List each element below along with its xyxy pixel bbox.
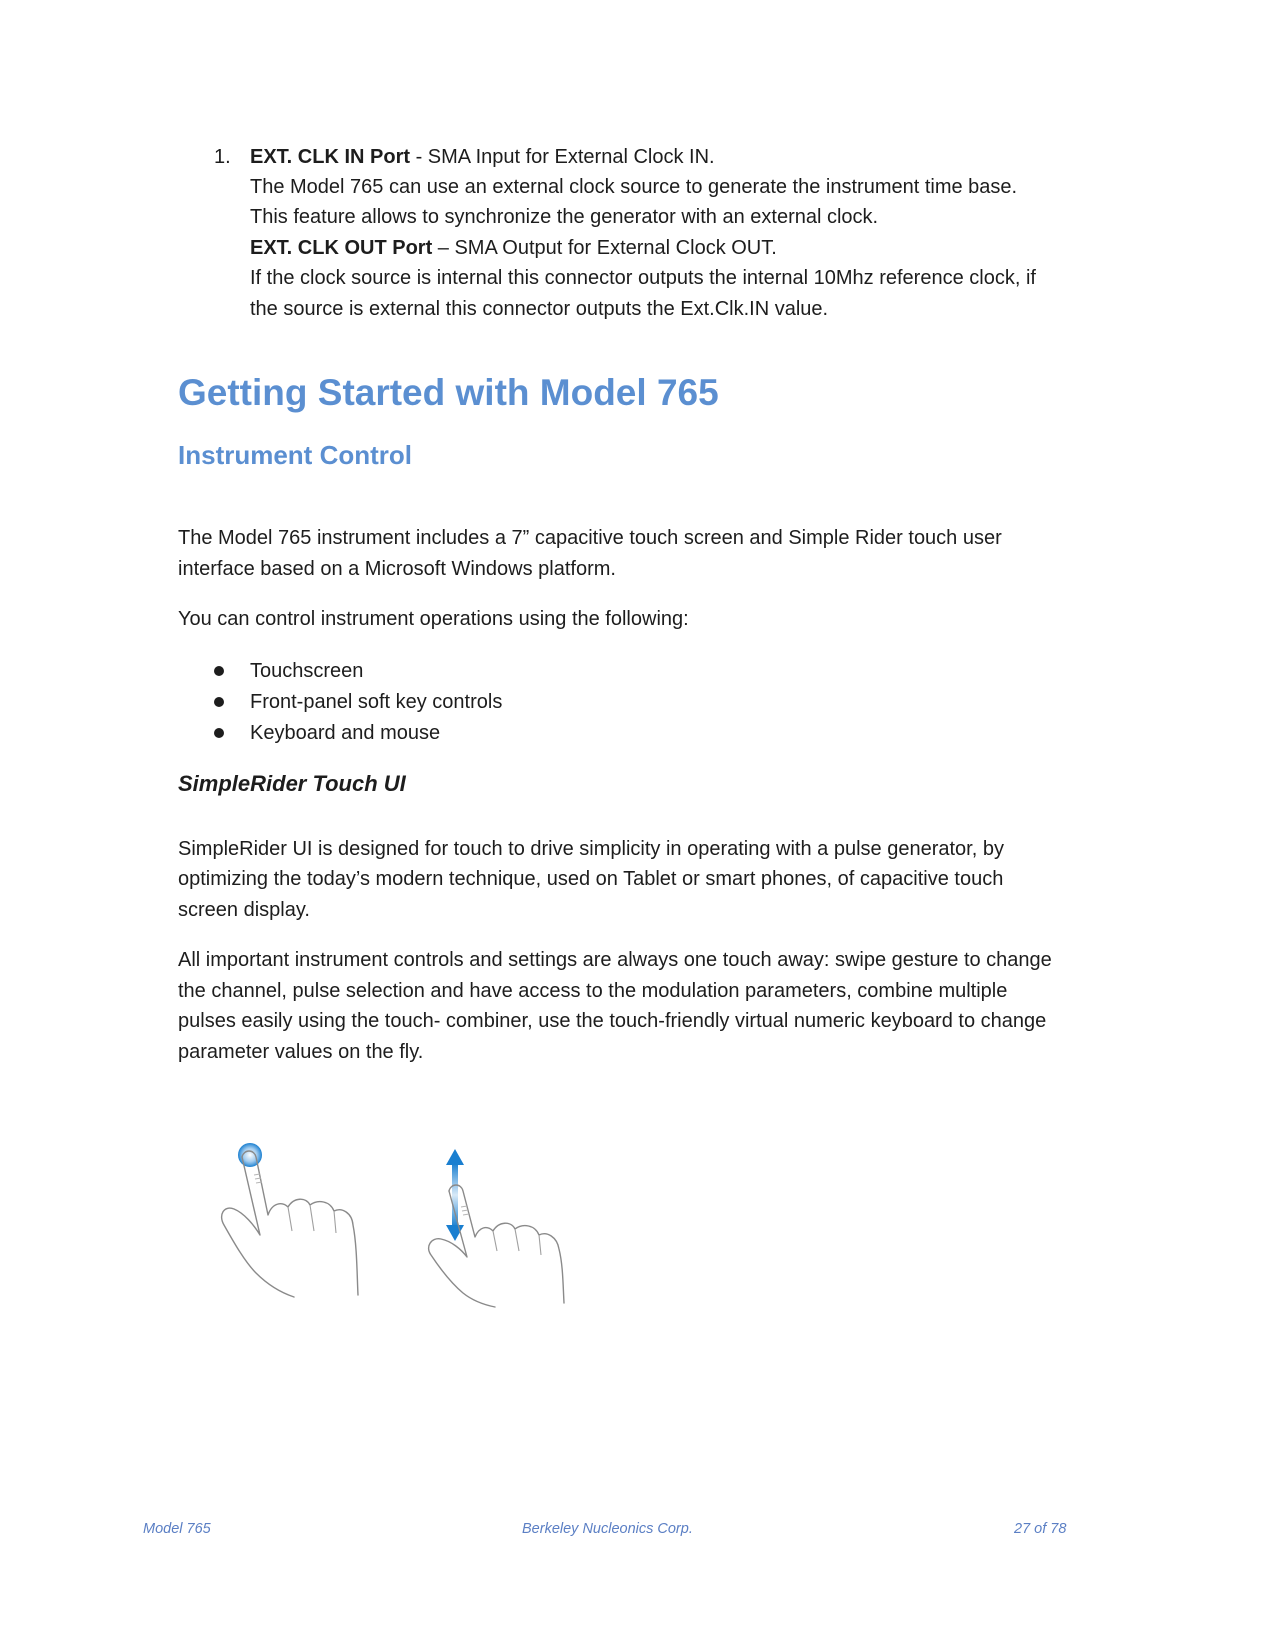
ext-clk-in-label: EXT. CLK IN Port [250,146,411,168]
page-title: Getting Started with Model 765 [178,372,719,413]
simplerider-line1: SimpleRider UI is designed for touch to drive simplicity in operating with a pulse generator, by [178,838,1004,860]
controls-line1: All important instrument controls and settings are always one touch away: swipe gesture to change [178,949,1052,971]
ext-clk-out-desc: – SMA Output for External Clock OUT. [432,237,777,259]
tap-gesture-icon [210,1135,370,1305]
swipe-gesture-icon [415,1145,575,1310]
section-heading: Instrument Control [178,440,412,470]
ext-clk-out-label: EXT. CLK OUT Port [250,237,433,259]
ext-clk-in-desc: - SMA Input for External Clock IN. [410,146,715,168]
controls-line4: parameter values on the fly. [178,1041,424,1063]
intro-line2: interface based on a Microsoft Windows platform. [178,558,616,580]
controls-intro: You can control instrument operations using the following: [178,608,689,630]
intro-line1: The Model 765 instrument includes a 7” capacitive touch screen and Simple Rider touch user [178,527,1002,549]
list-item-1-line5: If the clock source is internal this connector outputs the internal 10Mhz reference clock, if [250,267,1036,289]
bullet-dot [214,728,224,738]
footer-page-number: 27 of 78 [1014,1521,1067,1537]
list-item-1-line6: the source is external this connector outputs the Ext.Clk.IN value. [250,298,829,320]
list-item-1-line1 [250,142,715,174]
simplerider-line2: optimizing the today’s modern technique, used on Tablet or smart phones, of capacitive touch [178,868,1004,890]
bullet-dot [214,697,224,707]
controls-line3: pulses easily using the touch- combiner, use the touch-friendly virtual numeric keyboard to change [178,1010,1047,1032]
controls-line2: the channel, pulse selection and have access to the modulation parameters, combine multiple [178,980,1008,1002]
footer-left: Model 765 [143,1521,211,1537]
footer-center: Berkeley Nucleonics Corp. [522,1521,693,1537]
bullet-dot [214,666,224,676]
list-item-1-line3: This feature allows to synchronize the generator with an external clock. [250,206,879,228]
subsection-heading: SimpleRider Touch UI [178,771,406,796]
list-item-1-line4 [250,233,777,265]
list-number: 1. [214,146,231,168]
bullet-item: Keyboard and mouse [250,722,441,744]
simplerider-line3: screen display. [178,899,310,921]
list-item-1-line2: The Model 765 can use an external clock source to generate the instrument time base. [250,176,1018,198]
bullet-item: Front-panel soft key controls [250,691,503,713]
bullet-item: Touchscreen [250,660,364,682]
